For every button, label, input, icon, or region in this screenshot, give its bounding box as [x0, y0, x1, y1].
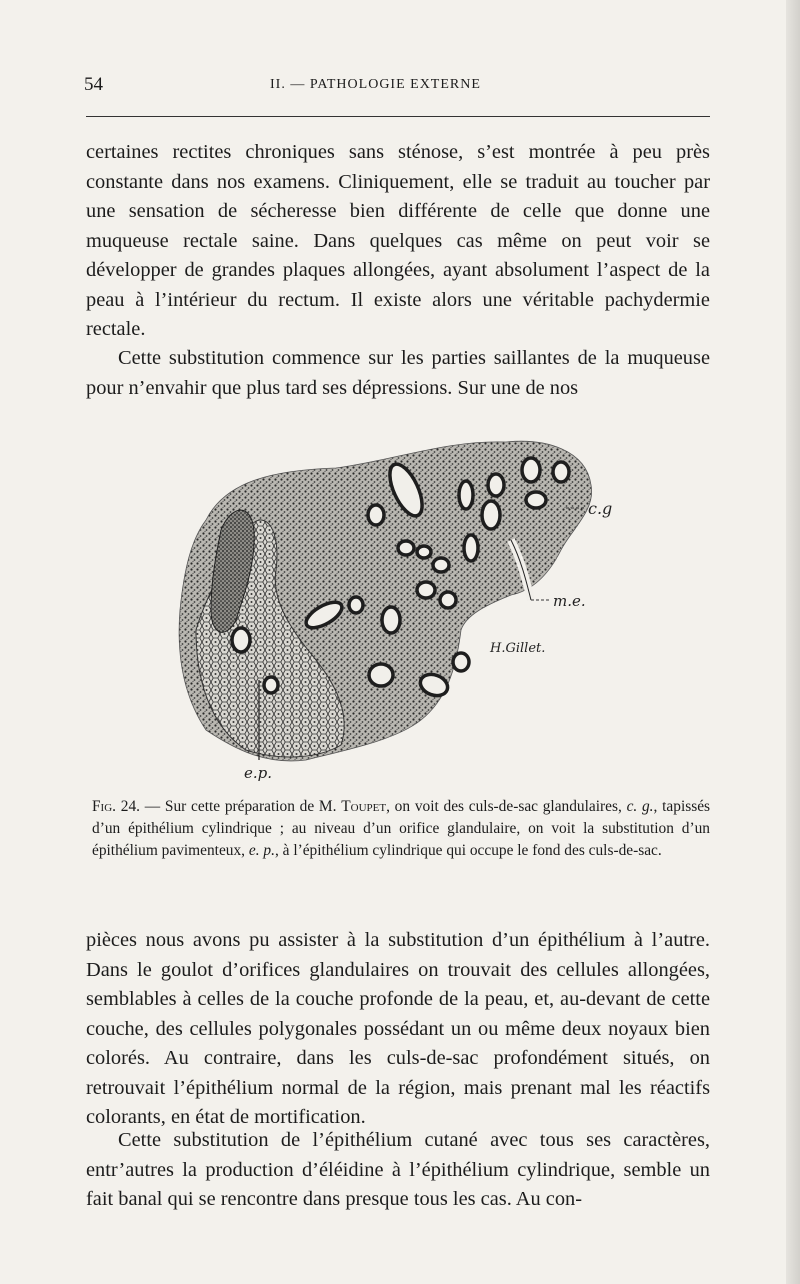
caption-text-4: , à l’épithélium cylindrique qui occupe le fond des culs-de-sac.	[274, 842, 662, 859]
paragraph-3: pièces nous avons pu assister à la substitution d’un épithélium à l’autre. Dans le goulot d’orifices glandulaires on trouvait des cellules allongées, semblables à celles de la couche profonde de la peau, et, au-devant de cette couche, des cellules polygonales possédant un ou même deux noyaux bien colorés. Au contraire, dans les culs-de-sac profondément situés, on retrouvait l’épithélium normal de la région, mais prenant mal les réactifs colorants, en état de mortification.	[86, 929, 710, 1128]
paragraph-2: Cette substitution commence sur les parties saillantes de la muqueuse pour n’envahir que plus tard ses dépressions. Sur une de nos	[86, 347, 710, 399]
page-edge	[786, 0, 800, 1284]
label-me: m.e.	[553, 592, 586, 610]
paragraph-1: certaines rectites chroniques sans sténose, s’est montrée à peu près constante dans nos examens. Cliniquement, elle se traduit au toucher par une sensation de sécheresse bien différente de celle que donne une muqueuse rectale saine. Dans quelques cas même on peut voir se développer de grandes plaques allongées, ayant absolument l’aspect de la peau à l’intérieur du rectum. Il existe alors une véritable pachydermie rectale.	[86, 141, 710, 340]
caption-abbr-ep: e. p.	[248, 842, 275, 859]
caption-figure-number: Fig. 24.	[92, 798, 141, 815]
histology-figure	[166, 430, 646, 785]
label-ep: e.p.	[244, 764, 273, 782]
page-header	[84, 74, 712, 102]
illustrator-signature: H.Gillet.	[490, 641, 546, 656]
header-rule	[86, 116, 710, 117]
label-cg: c.g	[588, 499, 613, 518]
caption-text-2: , on voit des culs-de-sac glandulaires,	[386, 798, 627, 815]
paragraph-4: Cette substitution de l’épithélium cutané avec tous ses caractères, entr’autres la production d’éléidine à l’épithélium cylindrique, semble un fait banal qui se rencontre dans presque tous les cas. Au con-	[86, 1129, 710, 1210]
caption-text-1: — Sur cette préparation de M.	[140, 798, 342, 815]
figure-caption	[92, 796, 710, 862]
caption-text-3: , tapissés d’un épithélium cylindrique ; au niveau d’un orifice glandulaire, on voit la substitution d’un épithélium pavimenteux,	[92, 798, 711, 859]
caption-abbr-cg: c. g.	[626, 798, 654, 815]
caption-author: Toupet	[341, 798, 387, 815]
page-number: 54	[84, 74, 103, 95]
running-head: II. — PATHOLOGIE EXTERNE	[270, 77, 481, 92]
